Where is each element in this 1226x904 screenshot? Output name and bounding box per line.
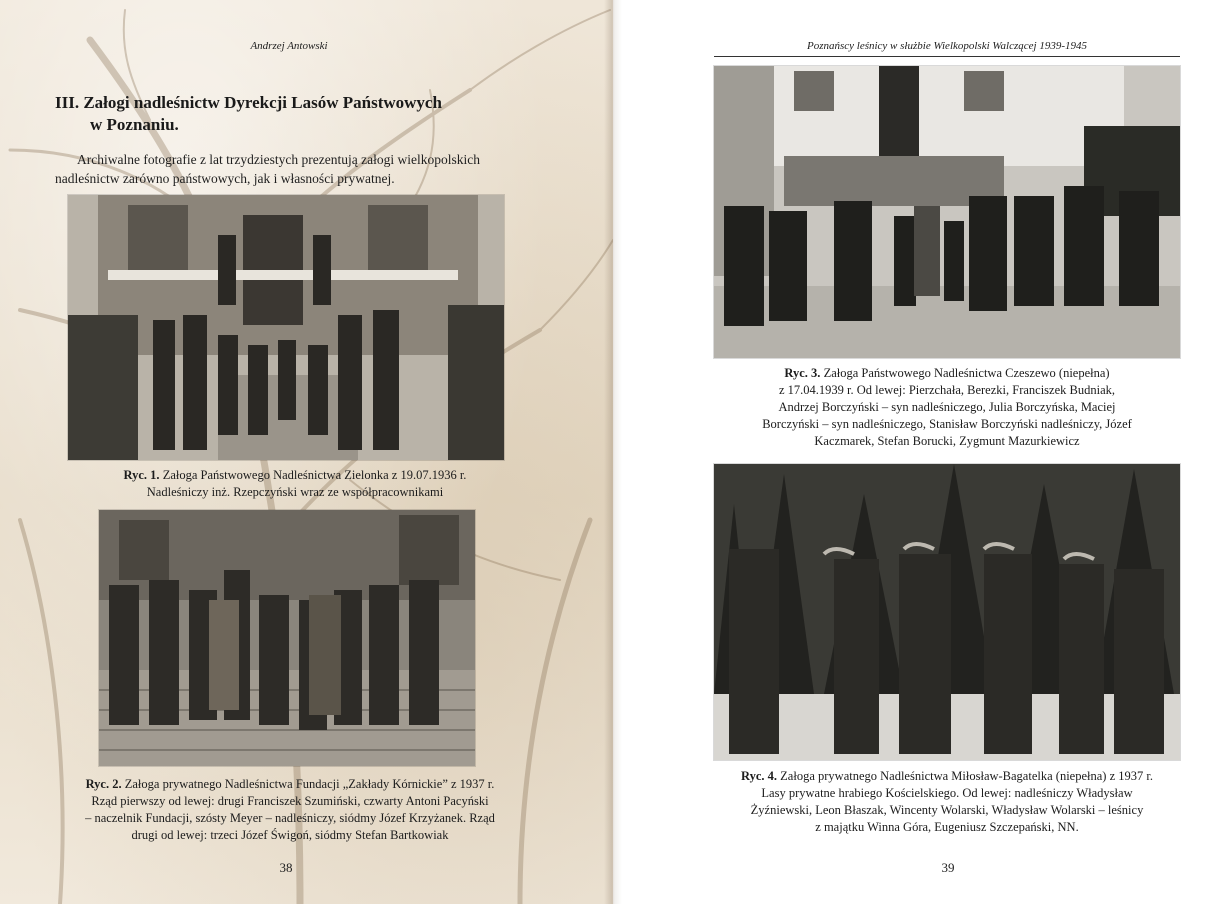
right-page [622,0,1226,904]
caption-fig3-line5: Kaczmarek, Stefan Borucki, Zygmunt Mazurkiewicz [814,434,1080,448]
caption-fig2-line1: Załoga prywatnego Nadleśnictwa Fundacji „Zakłady Kórnickie” z 1937 r. [121,777,495,791]
caption-fig4-line2: Lasy prywatne hrabiego Kościelskiego. Od lewej: nadleśniczy Władysław [761,786,1133,800]
chapter-heading-line2: w Poznaniu. [90,115,179,134]
caption-fig1 [55,467,535,501]
running-head-rule [714,56,1180,57]
caption-fig4-line1: Załoga prywatnego Nadleśnictwa Miłosław-Bagatelka (niepełna) z 1937 r. [777,769,1153,783]
caption-fig3-label: Ryc. 3. [784,366,821,380]
page-number-right: 39 [941,860,955,875]
caption-fig3-line1: Załoga Państwowego Nadleśnictwa Czeszewo (niepełna) [820,366,1110,380]
caption-fig1-label: Ryc. 1. [123,468,160,482]
chapter-heading-line1: III. Załogi nadleśnictw Dyrekcji Lasów Państwowych [55,93,442,112]
page-number-left: 38 [279,860,293,875]
caption-fig3-line4: Borczyński – syn nadleśniczego, Stanisław Borczyński nadleśniczy, Józef [762,417,1132,431]
caption-fig2-line3: – naczelnik Fundacji, szósty Meyer – nadleśniczy, siódmy Józef Krzyżanek. Rząd [85,811,495,825]
caption-fig4-line4: z majątku Winna Góra, Eugeniusz Szczepański, NN. [815,820,1079,834]
caption-fig3 [714,365,1180,450]
intro-paragraph: Archiwalne fotografie z lat trzydziestych prezentują załogi wielkopolskich nadleśnictw zarówno państwowych, jak i własności prywatnej. [55,152,480,186]
caption-fig4 [700,768,1194,836]
caption-fig1-line1: Załoga Państwowego Nadleśnictwa Zielonka z 19.07.1936 r. [159,468,467,482]
book-spine-shadow [604,0,622,904]
chapter-heading [55,92,525,136]
running-head-right: Poznańscy leśnicy w służbie Wielkopolski Walczącej 1939-1945 [806,40,1088,52]
photo-fig4 [714,464,1180,760]
caption-fig4-line3: Żyźniewski, Leon Błaszak, Wincenty Wolarski, Władysław Wolarski – leśnicy [750,803,1144,817]
caption-fig3-line3: Andrzej Borczyński – syn nadleśniczego, Julia Borczyńska, Maciej [778,400,1116,414]
caption-fig2-label: Ryc. 2. [85,777,122,791]
caption-fig3-line2: z 17.04.1939 r. Od lewej: Pierzchała, Berezki, Franciszek Budniak, [778,383,1115,397]
photo-fig1 [68,195,504,460]
running-head-left: Andrzej Antowski [250,40,328,52]
caption-fig2 [40,776,540,844]
photo-fig2 [99,510,475,766]
caption-fig1-line2: Nadleśniczy inż. Rzepczyński wraz ze współpracownikami [146,485,444,499]
caption-fig4-label: Ryc. 4. [741,769,778,783]
caption-fig2-line2: Rząd pierwszy od lewej: drugi Franciszek Szumiński, czwarty Antoni Pacyński [91,794,489,808]
photo-fig3 [714,66,1180,358]
caption-fig2-line4: drugi od lewej: trzeci Józef Świgoń, siódmy Stefan Bartkowiak [131,828,449,842]
